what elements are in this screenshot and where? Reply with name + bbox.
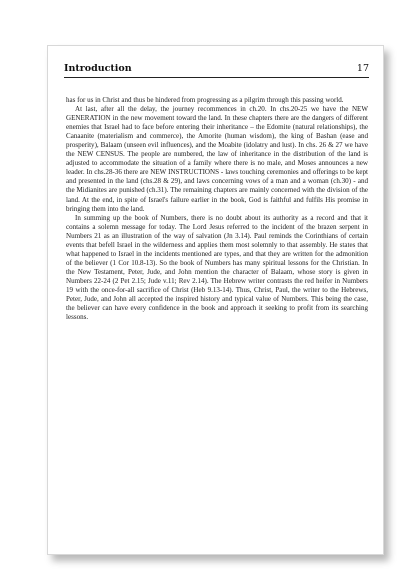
page-number: 17: [356, 63, 369, 74]
running-header: [64, 63, 369, 78]
paragraph: has for us in Christ and thus be hindered from progressing as a pilgrim through this passing world.: [66, 96, 344, 104]
chapter-title: Introduction: [64, 63, 132, 74]
body-text: [66, 96, 368, 322]
paragraph: In summing up the book of Numbers, there is no doubt about its authority as a record and that it contains a solemn message for today. The Lord Jesus referred to the incident of the brazen serpent in Numbers 21 as an illustration of the way of salvation (Jn 3.14). Paul reminds the Corinthians of certain events that befell Israel in the wilderness and applies them most solemnly to that assembly. He states that what happened to Israel in the incidents mentioned are types, and that they are written for the admonition of the believer (1 Cor 10.8-13). So the book of Numbers has many spiritual lessons for the Christian. In the New Testament, Peter, Jude, and John mention the character of Balaam, whose story is given in Numbers 22-24 (2 Pet 2.15; Jude v.11; Rev 2.14). The Hebrew writer contrasts the red heifer in Numbers 19 with the once-for-all sacrifice of Christ (Heb 9.13-14). Thus, Christ, Paul, the writer to the Hebrews, Peter, Jude, and John all accepted the inspired history and typical value of Numbers. This being the case, the believer can have every confidence in the book and approach it seeking to profit from its searching lessons.: [66, 213, 368, 322]
book-page: [47, 45, 384, 555]
paragraph: At last, after all the delay, the journey recommences in ch.20. In chs.20-25 we have the NEW GENERATION in the new movement toward the land. In these chapters there are the dangers of different enemies that Israel had to face before entering their inheritance – the Edomite (natural relationships), the Canaanite (materialism and commerce), the Amorite (human wisdom), the king of Bashan (ease and prosperity), Balaam (unseen evil influences), and the Moabite (idolatry and lust). In chs. 26 & 27 we have the NEW CENSUS. The people are numbered, the law of inheritance in the distribution of the land is adjusted to accommodate the situation of a family where there is no male, and Moses announces a new leader. In chs.28-36 there are NEW INSTRUCTIONS - laws touching ceremonies and offerings to be kept and presented in the land (chs.28 & 29), and laws concerning vows of a man and a woman (ch.30) - and the Midianites are punished (ch.31). The remaining chapters are mainly concerned with the division of the land. At the end, in spite of Israel's failure earlier in the book, God is faithful and fulfils His promise in bringing them into the land.: [66, 105, 368, 213]
